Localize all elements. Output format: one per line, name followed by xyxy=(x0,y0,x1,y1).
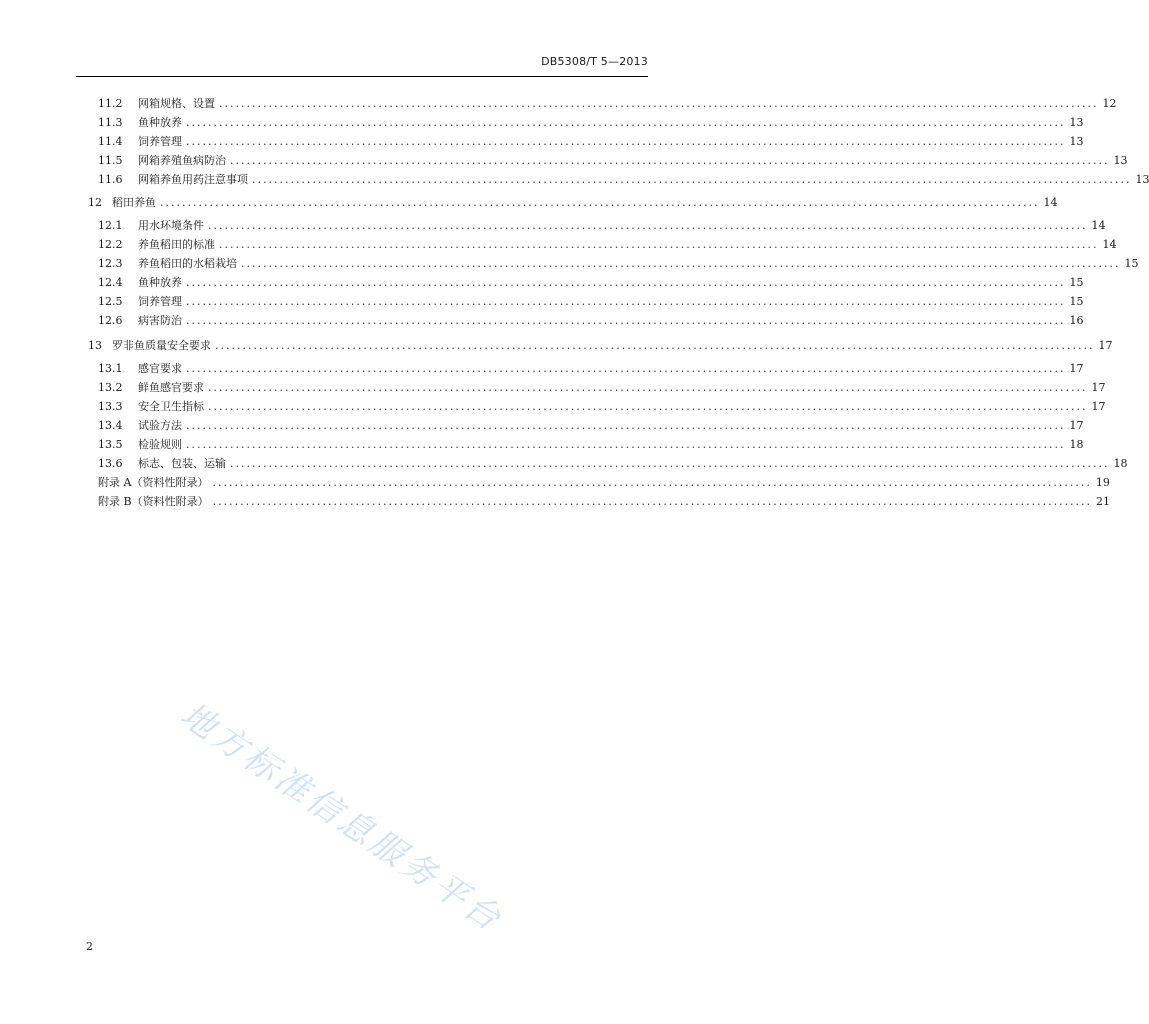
toc-leader-dots: ................................................................................................................................................................ xyxy=(160,196,1040,209)
toc-entry-title: 附录 A（资料性附录） xyxy=(98,476,209,489)
toc-entry-title: 罗非鱼质量安全要求 xyxy=(112,339,211,352)
toc-leader-dots: ................................................................................................................................................................ xyxy=(186,135,1066,148)
toc-entry-title: 安全卫生指标 xyxy=(138,400,204,413)
toc-entry-page: 17 xyxy=(1069,362,1084,375)
toc-entry-page: 16 xyxy=(1069,314,1084,327)
toc-entry[interactable] xyxy=(76,134,1084,150)
toc-entry[interactable] xyxy=(76,153,1128,169)
toc-entry-page: 15 xyxy=(1124,257,1139,270)
toc-entry-number: 11.6 xyxy=(98,173,123,186)
toc-entry-title: 饲养管理 xyxy=(138,135,182,148)
toc-leader-dots: ................................................................................................................................................................ xyxy=(252,173,1132,186)
toc-leader-dots: ................................................................................................................................................................ xyxy=(230,457,1110,470)
toc-entry-title: 鱼种放养 xyxy=(138,116,182,129)
toc-entry-title: 检验规则 xyxy=(138,438,182,451)
toc-entry[interactable] xyxy=(76,338,1113,354)
toc-entry[interactable] xyxy=(76,475,1110,491)
toc-entry-page: 19 xyxy=(1095,476,1110,489)
toc-entry-title: 养鱼稻田的标准 xyxy=(138,238,215,251)
toc-entry[interactable] xyxy=(76,172,1149,188)
toc-leader-dots: ................................................................................................................................................................ xyxy=(215,339,1095,352)
toc-entry-title: 鲜鱼感官要求 xyxy=(138,381,204,394)
toc-entry[interactable] xyxy=(76,294,1084,310)
toc-entry-title: 养鱼稻田的水稻栽培 xyxy=(138,257,237,270)
toc-entry[interactable] xyxy=(76,195,1058,211)
toc-entry-page: 14 xyxy=(1091,219,1106,232)
toc-leader-dots: ................................................................................................................................................................ xyxy=(186,314,1066,327)
toc-entry[interactable] xyxy=(76,96,1117,112)
toc-entry-number: 12.6 xyxy=(98,314,123,327)
toc-entry-title: 鱼种放养 xyxy=(138,276,182,289)
toc-entry[interactable] xyxy=(76,456,1128,472)
toc-entry[interactable] xyxy=(76,115,1084,131)
toc-entry-page: 17 xyxy=(1069,419,1084,432)
toc-entry[interactable] xyxy=(76,494,1111,510)
toc-entry-number: 13.5 xyxy=(98,438,123,451)
toc-entry[interactable] xyxy=(76,237,1117,253)
toc-entry-title: 感官要求 xyxy=(138,362,182,375)
toc-entry-title: 试验方法 xyxy=(138,419,182,432)
toc-leader-dots: ................................................................................................................................................................ xyxy=(212,495,1093,508)
toc-entry-title: 用水环境条件 xyxy=(138,219,204,232)
toc-entry-number: 11.5 xyxy=(98,154,123,167)
toc-leader-dots: ................................................................................................................................................................ xyxy=(219,97,1099,110)
page-number: 2 xyxy=(86,940,93,953)
toc-entry-number: 12.5 xyxy=(98,295,123,308)
toc-leader-dots: ................................................................................................................................................................ xyxy=(186,276,1066,289)
toc-leader-dots: ................................................................................................................................................................ xyxy=(241,257,1121,270)
toc-leader-dots: ................................................................................................................................................................ xyxy=(212,476,1092,489)
toc-entry-number: 13 xyxy=(88,339,102,352)
toc-entry[interactable] xyxy=(76,313,1084,329)
toc-entry[interactable] xyxy=(76,437,1084,453)
toc-entry-number: 12 xyxy=(88,196,102,209)
toc-leader-dots: ................................................................................................................................................................ xyxy=(186,295,1066,308)
toc-entry[interactable] xyxy=(76,275,1084,291)
toc-entry-number: 13.6 xyxy=(98,457,123,470)
toc-entry-title: 饲养管理 xyxy=(138,295,182,308)
toc-entry-page: 15 xyxy=(1069,276,1084,289)
toc-entry-page: 13 xyxy=(1069,135,1084,148)
toc-entry-title: 病害防治 xyxy=(138,314,182,327)
toc-entry-number: 13.3 xyxy=(98,400,123,413)
toc-leader-dots: ................................................................................................................................................................ xyxy=(230,154,1110,167)
toc-entry[interactable] xyxy=(76,399,1106,415)
toc-entry-number: 11.2 xyxy=(98,97,123,110)
watermark: 地方标准信息服务平台 xyxy=(172,694,511,941)
toc-entry-number: 12.4 xyxy=(98,276,123,289)
toc-entry-title: 标志、包装、运输 xyxy=(138,457,226,470)
toc-entry-page: 17 xyxy=(1098,339,1113,352)
toc-entry[interactable] xyxy=(76,418,1084,434)
toc-entry-page: 21 xyxy=(1096,495,1111,508)
toc-leader-dots: ................................................................................................................................................................ xyxy=(186,116,1066,129)
toc-entry[interactable] xyxy=(76,361,1084,377)
toc-entry-number: 12.2 xyxy=(98,238,123,251)
toc-entry-page: 13 xyxy=(1069,116,1084,129)
toc-entry-number: 12.3 xyxy=(98,257,123,270)
toc-entry[interactable] xyxy=(76,380,1106,396)
toc-entry-page: 17 xyxy=(1091,381,1106,394)
toc-entry-title: 网箱规格、设置 xyxy=(138,97,215,110)
toc-leader-dots: ................................................................................................................................................................ xyxy=(219,238,1099,251)
toc-entry-page: 12 xyxy=(1102,97,1117,110)
toc-entry-page: 17 xyxy=(1091,400,1106,413)
toc-entry-title: 附录 B（资料性附录） xyxy=(98,495,209,508)
toc-entry-page: 18 xyxy=(1113,457,1128,470)
toc-entry-number: 13.1 xyxy=(98,362,123,375)
toc-entry[interactable] xyxy=(76,256,1139,272)
toc-leader-dots: ................................................................................................................................................................ xyxy=(186,438,1066,451)
toc-leader-dots: ................................................................................................................................................................ xyxy=(208,219,1088,232)
toc-entry-page: 13 xyxy=(1135,173,1149,186)
toc-entry-page: 14 xyxy=(1043,196,1058,209)
toc-entry-number: 13.4 xyxy=(98,419,123,432)
toc-entry[interactable] xyxy=(76,218,1106,234)
toc-entry-number: 13.2 xyxy=(98,381,123,394)
toc-entry-page: 13 xyxy=(1113,154,1128,167)
toc-entry-number: 11.4 xyxy=(98,135,123,148)
document-code: DB5308/T 5—2013 xyxy=(541,55,648,68)
toc-leader-dots: ................................................................................................................................................................ xyxy=(208,400,1088,413)
toc-entry-page: 18 xyxy=(1069,438,1084,451)
toc-entry-title: 稻田养鱼 xyxy=(112,196,156,209)
toc-leader-dots: ................................................................................................................................................................ xyxy=(186,362,1066,375)
header-rule xyxy=(76,76,648,77)
toc-leader-dots: ................................................................................................................................................................ xyxy=(186,419,1066,432)
toc-entry-number: 11.3 xyxy=(98,116,123,129)
toc-entry-title: 网箱养鱼用药注意事项 xyxy=(138,173,248,186)
toc-entry-title: 网箱养殖鱼病防治 xyxy=(138,154,226,167)
toc-leader-dots: ................................................................................................................................................................ xyxy=(208,381,1088,394)
toc-entry-number: 12.1 xyxy=(98,219,123,232)
toc-entry-page: 15 xyxy=(1069,295,1084,308)
toc-entry-page: 14 xyxy=(1102,238,1117,251)
